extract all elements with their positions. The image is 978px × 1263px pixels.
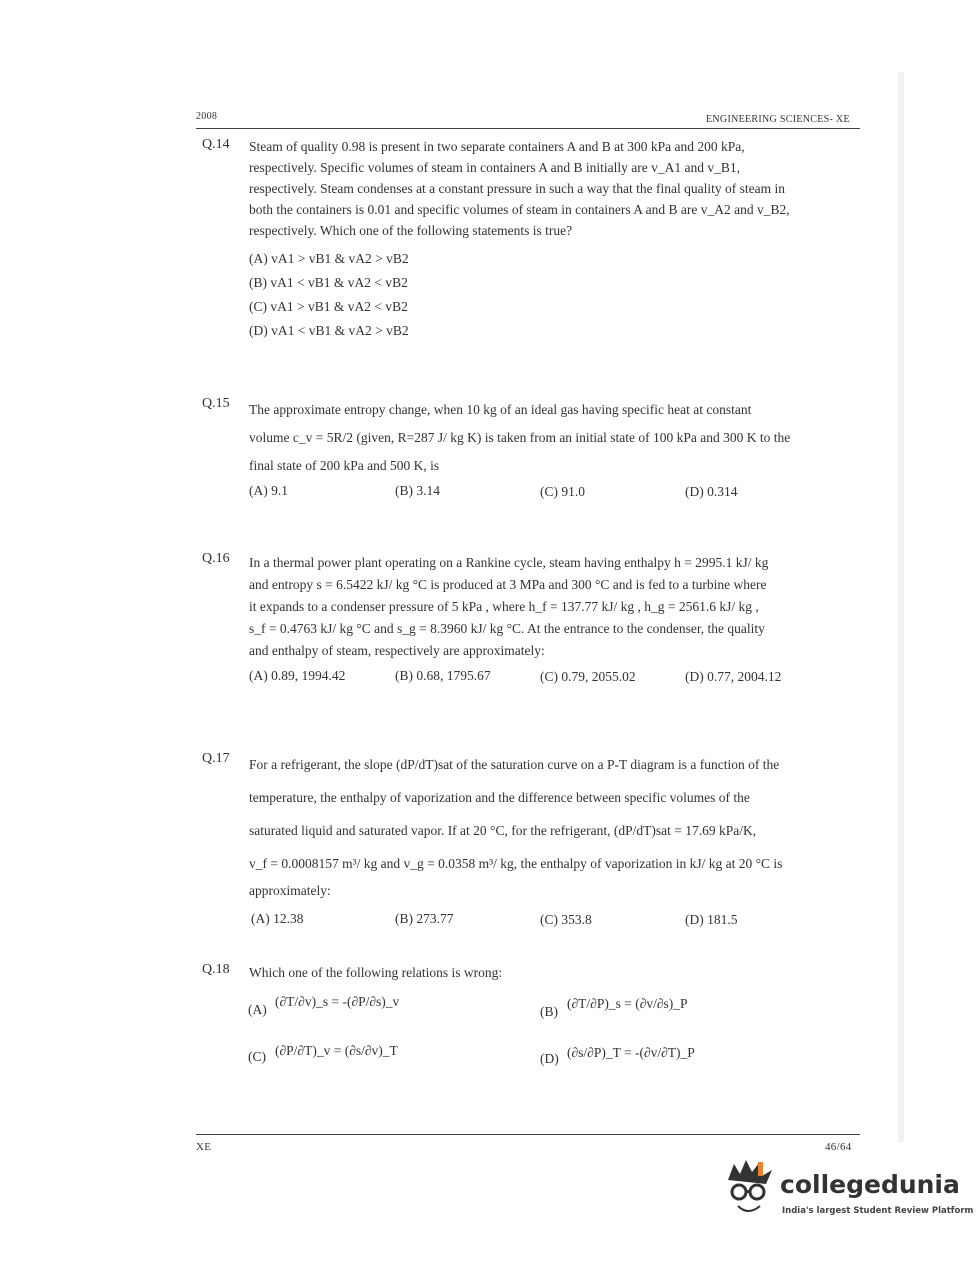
header-rule bbox=[196, 128, 860, 129]
q18-option-b: (B) bbox=[540, 1004, 558, 1019]
q18-relation-a: (∂T/∂v)_s = -(∂P/∂s)_v bbox=[275, 994, 400, 1009]
q14-line-1: Steam of quality 0.98 is present in two separate containers A and B at 300 kPa and 200 kPa, bbox=[249, 139, 745, 154]
q17-line-5: approximately: bbox=[249, 883, 331, 898]
q18-line-1: Which one of the following relations is wrong: bbox=[249, 965, 503, 980]
q16-line-3: it expands to a condenser pressure of 5 kPa , where h_f = 137.77 kJ/ kg , h_g = 2561.6 kJ/ kg , bbox=[249, 599, 759, 614]
q14-option-c: (C) vA1 > vB1 & vA2 < vB2 bbox=[249, 299, 408, 314]
q17-option-b: (B) 273.77 bbox=[395, 911, 454, 926]
collegedunia-mascot-icon bbox=[720, 1158, 778, 1220]
q16-option-d: (D) 0.77, 2004.12 bbox=[685, 669, 782, 684]
header-subject: ENGINEERING SCIENCES- XE bbox=[706, 114, 850, 125]
q15-option-d: (D) 0.314 bbox=[685, 484, 738, 499]
footer-page-number: 46/64 bbox=[825, 1141, 852, 1153]
q16-line-2: and entropy s = 6.5422 kJ/ kg °C is produced at 3 MPa and 300 °C and is fed to a turbine where bbox=[249, 577, 767, 592]
q15-line-1: The approximate entropy change, when 10 kg of an ideal gas having specific heat at constant bbox=[249, 402, 752, 417]
q17-line-4: v_f = 0.0008157 m³/ kg and v_g = 0.0358 m³/ kg, the enthalpy of vaporization in kJ/ kg at 20 °C is bbox=[249, 856, 783, 871]
q16-option-a: (A) 0.89, 1994.42 bbox=[249, 668, 346, 683]
page-edge-shadow bbox=[898, 72, 904, 1142]
q14-line-2: respectively. Specific volumes of steam in containers A and B initially are v_A1 and v_B1, bbox=[249, 160, 741, 175]
q18-relation-b: (∂T/∂P)_s = (∂v/∂s)_P bbox=[567, 996, 688, 1011]
question-number-16: Q.16 bbox=[202, 551, 230, 566]
q14-option-a: (A) vA1 > vB1 & vA2 > vB2 bbox=[249, 251, 409, 266]
q18-option-c: (C) bbox=[248, 1049, 266, 1064]
q17-option-d: (D) 181.5 bbox=[685, 912, 738, 927]
q17-line-1: For a refrigerant, the slope (dP/dT)sat of the saturation curve on a P-T diagram is a function of the bbox=[249, 757, 780, 772]
q16-option-b: (B) 0.68, 1795.67 bbox=[395, 668, 491, 683]
question-number-14: Q.14 bbox=[202, 137, 230, 152]
q15-option-a: (A) 9.1 bbox=[249, 483, 288, 498]
q14-option-b: (B) vA1 < vB1 & vA2 < vB2 bbox=[249, 275, 408, 290]
q17-option-a: (A) 12.38 bbox=[251, 911, 304, 926]
q18-relation-c: (∂P/∂T)_v = (∂s/∂v)_T bbox=[275, 1043, 398, 1058]
q14-option-d: (D) vA1 < vB1 & vA2 > vB2 bbox=[249, 323, 409, 338]
question-17-text bbox=[249, 748, 853, 902]
question-18-text bbox=[249, 962, 853, 983]
q15-line-3: final state of 200 kPa and 500 K, is bbox=[249, 458, 440, 473]
q16-line-1: In a thermal power plant operating on a Rankine cycle, steam having enthalpy h = 2995.1 kJ/ kg bbox=[249, 555, 769, 570]
question-number-15: Q.15 bbox=[202, 396, 230, 411]
brand-name: collegedunia bbox=[780, 1170, 960, 1199]
brand-tagline: India's largest Student Review Platform bbox=[782, 1206, 974, 1216]
q18-relation-d: (∂s/∂P)_T = -(∂v/∂T)_P bbox=[567, 1045, 695, 1060]
q16-line-5: and enthalpy of steam, respectively are approximately: bbox=[249, 643, 545, 658]
q14-line-3: respectively. Steam condenses at a constant pressure in such a way that the final quality of steam in bbox=[249, 181, 785, 196]
question-number-18: Q.18 bbox=[202, 962, 230, 977]
q16-option-c: (C) 0.79, 2055.02 bbox=[540, 669, 636, 684]
header-year: 2008 bbox=[196, 111, 218, 122]
question-number-17: Q.17 bbox=[202, 751, 230, 766]
q15-option-b: (B) 3.14 bbox=[395, 483, 440, 498]
q18-option-a: (A) bbox=[248, 1002, 267, 1017]
q14-line-5: respectively. Which one of the following statements is true? bbox=[249, 223, 573, 238]
q17-line-2: temperature, the enthalpy of vaporization and the difference between specific volumes of the bbox=[249, 790, 750, 805]
q14-line-4: both the containers is 0.01 and specific volumes of steam in containers A and B are v_A2 and v_B2, bbox=[249, 202, 790, 217]
footer-paper-code: XE bbox=[196, 1141, 212, 1153]
footer-rule bbox=[196, 1134, 860, 1135]
q17-option-c: (C) 353.8 bbox=[540, 912, 592, 927]
question-14-text bbox=[249, 136, 853, 241]
q15-line-2: volume c_v = 5R/2 (given, R=287 J/ kg K) is taken from an initial state of 100 kPa and 300 K to the bbox=[249, 430, 791, 445]
q17-line-3: saturated liquid and saturated vapor. If at 20 °C, for the refrigerant, (dP/dT)sat = 17.69 kPa/K, bbox=[249, 823, 757, 838]
q16-line-4: s_f = 0.4763 kJ/ kg °C and s_g = 8.3960 kJ/ kg °C. At the entrance to the condenser, the quality bbox=[249, 621, 765, 636]
q15-option-c: (C) 91.0 bbox=[540, 484, 585, 499]
q18-option-d: (D) bbox=[540, 1051, 559, 1066]
question-15-text bbox=[249, 396, 853, 480]
q14-options bbox=[249, 247, 409, 343]
question-16-text bbox=[249, 552, 853, 662]
